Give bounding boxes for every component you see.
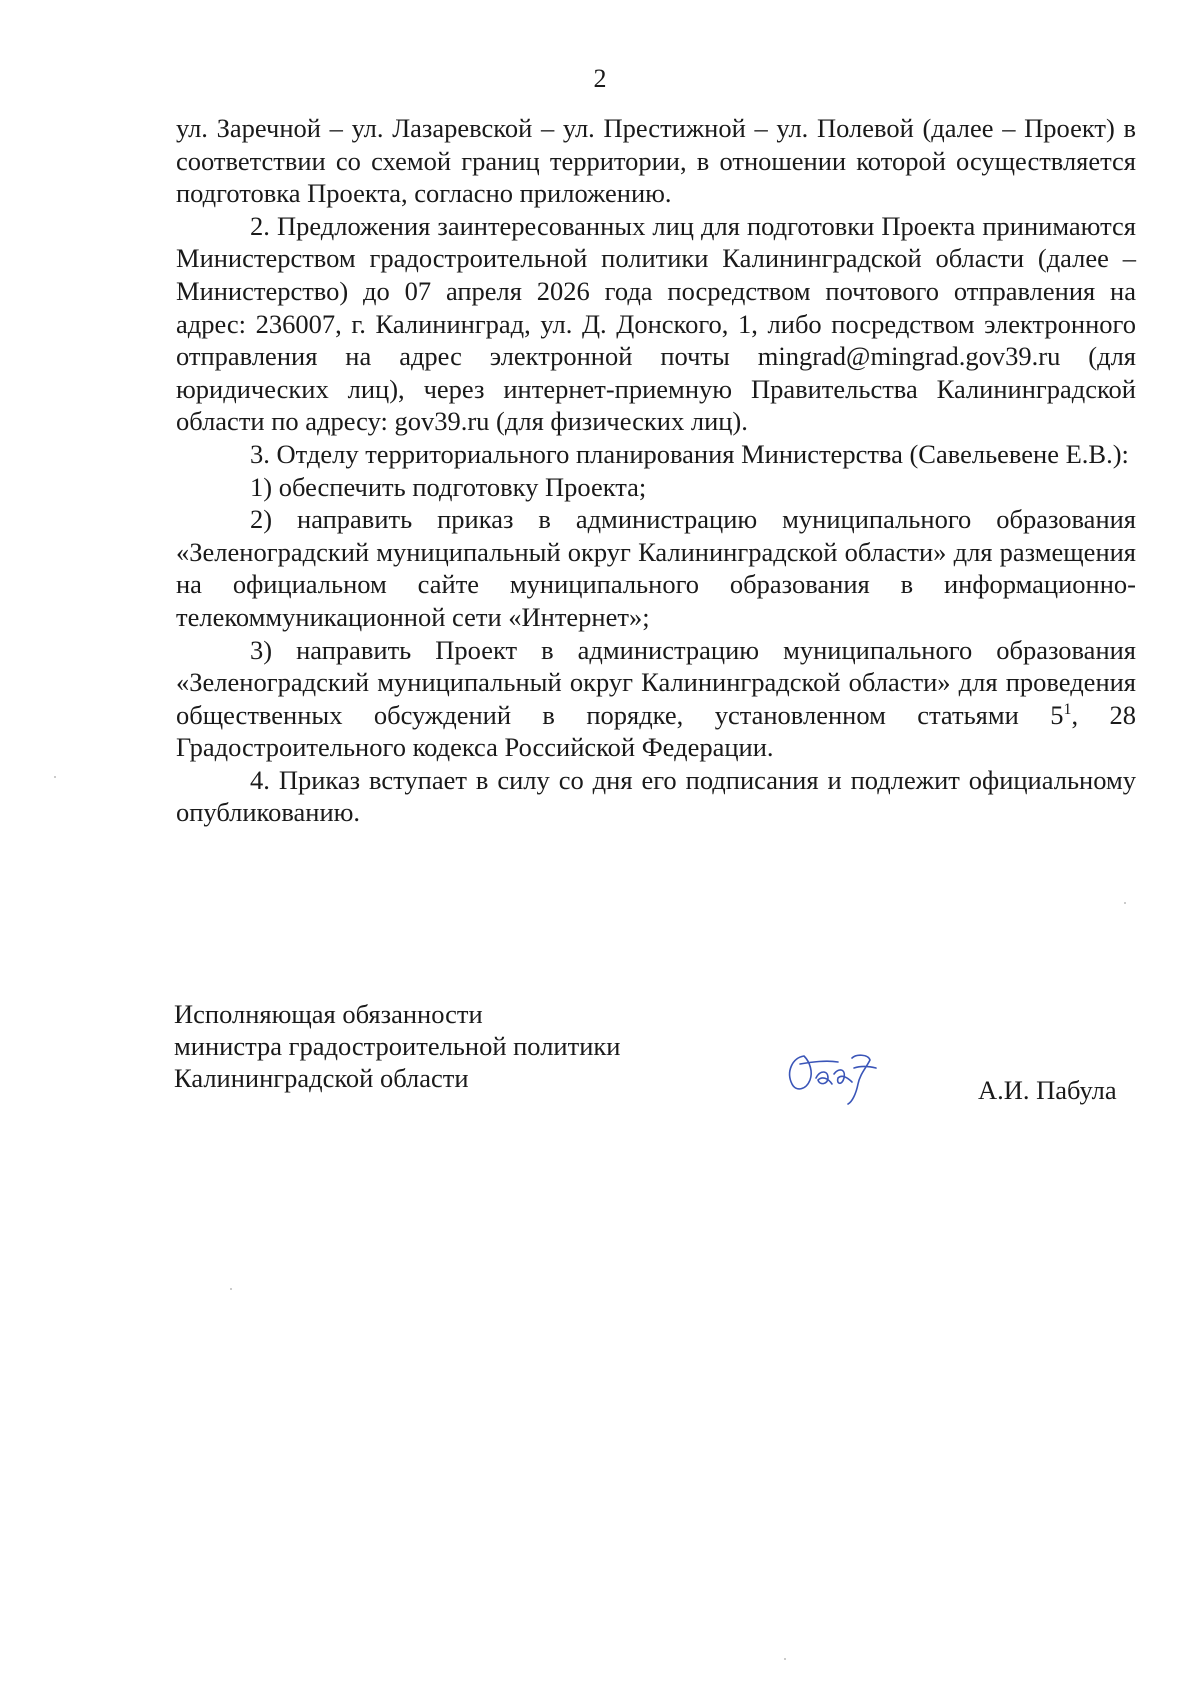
paragraph-3-item-3 (176, 634, 1136, 764)
handwritten-signature (782, 1044, 882, 1106)
paragraph-3-item-2: 2) направить приказ в администрацию муниципального образования «Зеленоградский муниципальный округ Калининградской области» для размещения на официальном сайте муниципального образования в информационно-телекоммуникационной сети «Интернет»; (176, 504, 1136, 632)
paragraph-3-item-1: 1) обеспечить подготовку Проекта; (250, 471, 647, 502)
scan-artifact (1124, 902, 1126, 904)
paragraph-3-department: 3. Отделу территориального планирования Министерства (Савельевене Е.В.): (250, 438, 1129, 469)
article-superscript: 1 (1063, 700, 1072, 718)
page-number: 2 (593, 64, 607, 93)
paragraph-4-effective: 4. Приказ вступает в силу со дня его подписания и подлежит официальному опубликованию. (176, 764, 1136, 828)
paragraph-3-item-3-tail: , 28 Градостроительного кодекса Российской Федерации. (176, 699, 1137, 763)
paragraph-2-proposals: 2. Предложения заинтересованных лиц для подготовки Проекта принимаются Министерством градостроительной политики Калининградской области (далее – Министерство) до 07 апреля 2026 года посредством почтового отправления на адрес: 236007, г. Калининград, ул. Д. Донского, 1, либо посредством электронного отправления на адрес электронной почты mingrad@mingrad.gov39.ru (для юридических лиц), через интернет-приемную Правительства Калининградской области по адресу: gov39.ru (для физических лиц). (176, 210, 1136, 437)
signer-name: А.И. Пабула (978, 1075, 1117, 1105)
signatory-position-line-1: Исполняющая обязанности (174, 999, 483, 1029)
scan-artifact (54, 776, 56, 778)
signatory-position-line-3: Калининградской области (174, 1063, 469, 1093)
scan-artifact (230, 1288, 232, 1290)
paragraph-1-continuation: ул. Заречной – ул. Лазаревской – ул. Престижной – ул. Полевой (далее – Проект) в соответствии со схемой границ территории, в отношении которой осуществляется подготовка Проекта, согласно приложению. (176, 113, 1136, 209)
signatory-position (174, 998, 620, 1094)
document-body (176, 112, 1136, 829)
signatory-position-line-2: министра градостроительной политики (174, 1031, 621, 1061)
paragraph-3-item-3-text: 3) направить Проект в администрацию муниципального образования «Зеленоградский муниципальный округ Калининградской области» для проведения общественных обсуждений в порядке, установленном статьями 5 (176, 634, 1136, 730)
scan-artifact (784, 1658, 786, 1660)
